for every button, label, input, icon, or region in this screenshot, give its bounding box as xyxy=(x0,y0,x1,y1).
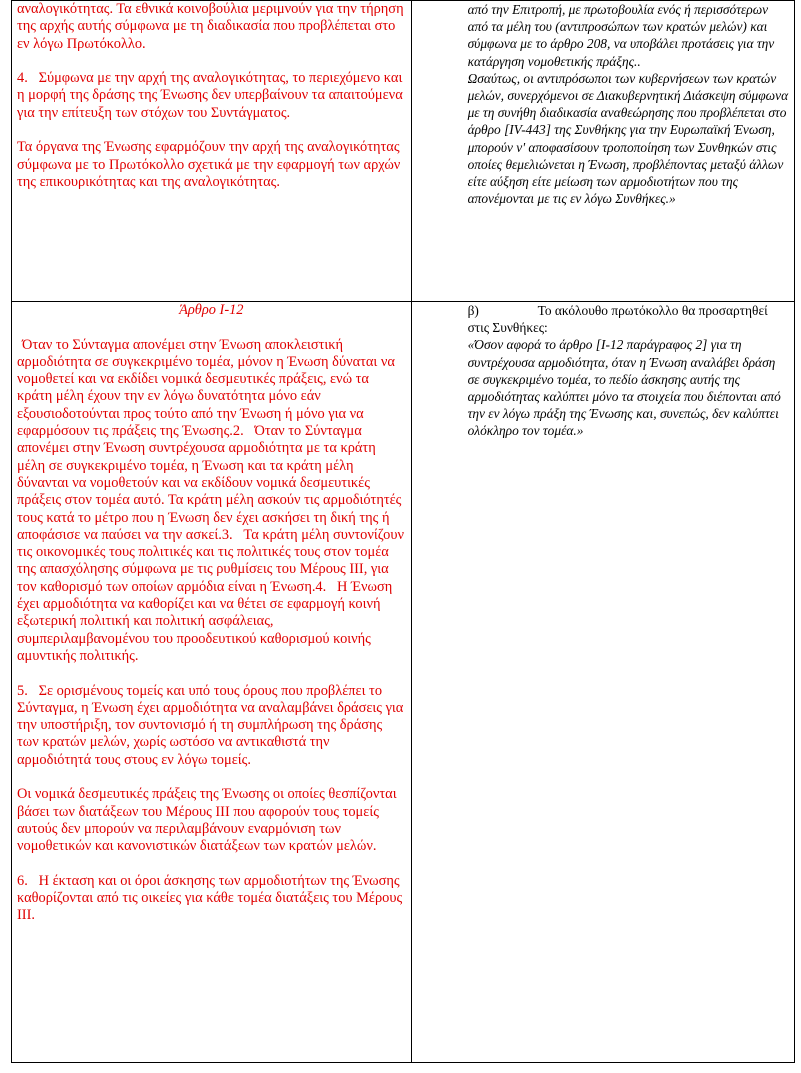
paragraph: Τα όργανα της Ένωσης εφαρμόζουν την αρχή της αναλογικότητας σύμφωνα με το Πρωτόκολλο σχετικά με την εφαρμογή των αρχών της επικουρικότητας και της αναλογικότητας. xyxy=(17,139,401,190)
paragraph: Ωσαύτως, οι αντιπρόσωποι των κυβερνήσεων των κρατών μελών, συνερχόμενοι σε Διακυβερνητική Διάσκεψη σύμφωνα με τη συνήθη διαδικασία αναθεώρησης που προβλέπεται στο άρθρο [IV-443] της Συνθήκης για την Ευρωπαϊκή Ένωση, μπορούν ν' αποφασίσουν τροποποίηση των Συνθηκών στις οποίες θεμελιώνεται η Ένωση, προβλέποντας μεταξύ άλλων είτε αύξηση είτε μείωση των αρμοδιοτήτων που της απονέμονται με τις εν λόγω Συνθήκες.» xyxy=(467,70,789,207)
paragraph: 5. Σε ορισμένους τομείς και υπό τους όρους που προβλέπει το Σύνταγμα, η Ένωση έχει αρμοδιότητα να αναλαμβάνει δράσεις για την υποστήριξη, τον συντονισμό ή τη συμπλήρωση της δράσης των κρατών μελών, χωρίς ωστόσο να αντικαθιστά την αρμοδιότητά τους στους εν λόγω τομείς. xyxy=(17,682,404,768)
paragraph: 4. Σύμφωνα με την αρχή της αναλογικότητας, το περιεχόμενο και η μορφή της δράσης της Ένωσης δεν υπερβαίνουν τα απαιτούμενα για την επίτευξη των στόχων του Συντάγματος. xyxy=(17,70,403,121)
paragraph: Όταν το Σύνταγμα απονέμει στην Ένωση αποκλειστική αρμοδιότητα σε συγκεκριμένο τομέα, μόνον η Ένωση δύναται να νομοθετεί και να εκδίδει νομικά δεσμευτικές πράξεις, ενώ τα κράτη μέλη έχουν την εν λόγω δυνατότητα μόνο εάν εξουσιοδοτούνται προς τούτο από την Ένωση ή μόνο για να εφαρμόσουν τις πράξεις της Ένωσης.2. Όταν το Σύνταγμα απονέμει στην Ένωση συντρέχουσα αρμοδιότητα με τα κράτη μέλη σε συγκεκριμένο τομέα, η Ένωση και τα κράτη μέλη δύνανται να νομοθετούν και να εκδίδουν νομικά δεσμευτικές πράξεις στον τομέα αυτό. Τα κράτη μέλη ασκούν τις αρμοδιότητές τους κατά το μέτρο που η Ένωση δεν έχει ασκήσει τη δική της ή αποφάσισε να παύσει να την ασκεί.3. Τα κράτη μέλη συντονίζουν τις οικονομικές τους πολιτικές και τις πολιτικές τους στον τομέα της απασχόλησης σύμφωνα με τις ρυθμίσεις του Μέρους ΙΙΙ, για τον καθορισμό των οποίων αρμόδια είναι η Ένωση.4. Η Ένωση έχει αρμοδιότητα να καθορίζει και να θέτει σε εφαρμογή κοινή εξωτερική πολιτική και πολιτική ασφάλειας, συμπεριλαμβανομένου του προοδευτικού καθορισμού κοινής αμυντικής πολιτικής. xyxy=(17,336,404,664)
left-cell xyxy=(12,302,412,1063)
paragraph xyxy=(417,302,789,336)
comparison-table xyxy=(11,0,795,1063)
right-cell xyxy=(411,1,794,302)
right-cell xyxy=(411,302,794,1063)
table-row xyxy=(12,1,795,302)
paragraph: αναλογικότητας. Τα εθνικά κοινοβούλια μεριμνούν για την τήρηση της αρχής αυτής σύμφωνα με τη διαδικασία που προβλέπεται στο εν λόγω Πρωτόκολλο. xyxy=(17,1,404,52)
paragraph: Οι νομικά δεσμευτικές πράξεις της Ένωσης οι οποίες θεσπίζονται βάσει των διατάξεων του Μέρους ΙΙΙ που αφορούν τους τομείς αυτούς δεν μπορούν να περιλαμβάνουν εναρμόνιση των νομοθετικών και κανονιστικών διατάξεων των κρατών μελών. xyxy=(17,786,397,855)
paragraph: 6. Η έκταση και οι όροι άσκησης των αρμοδιοτήτων της Ένωσης καθορίζονται από τις οικείες για κάθε τομέα διατάξεις του Μέρους ΙΙΙ. xyxy=(17,872,403,924)
intro-text: Το ακόλουθο πρωτόκολλο θα προσαρτηθεί στις Συνθήκες: xyxy=(467,303,768,336)
article-heading: Άρθρο Ι-12 xyxy=(179,302,244,318)
quote-paragraph: «Όσον αφορά το άρθρο [Ι-12 παράγραφος 2] για τη συντρέχουσα αρμοδιότητα, όταν η Ένωση αναλάβει δράση σε συγκεκριμένο τομέα, το πεδίο άσκησης αυτής της αρμοδιότητας καλύπτει μόνο τα στοιχεία που διέπονται από την εν λόγω πράξη της Ένωσης και, συνεπώς, δεν καλύπτει ολόκληρο τον τομέα.» xyxy=(467,337,781,439)
paragraph: από την Επιτροπή, με πρωτοβουλία ενός ή περισσότερων από τα μέλη του (αντιπροσώπων των κρατών μελών) και σύμφωνα με το άρθρο 208, να υποβάλει προτάσεις για την κατάργηση νομοθετικής πράξης.. xyxy=(467,2,775,69)
left-cell xyxy=(12,1,412,302)
list-marker: β) xyxy=(467,303,479,318)
table-row xyxy=(12,302,795,1063)
